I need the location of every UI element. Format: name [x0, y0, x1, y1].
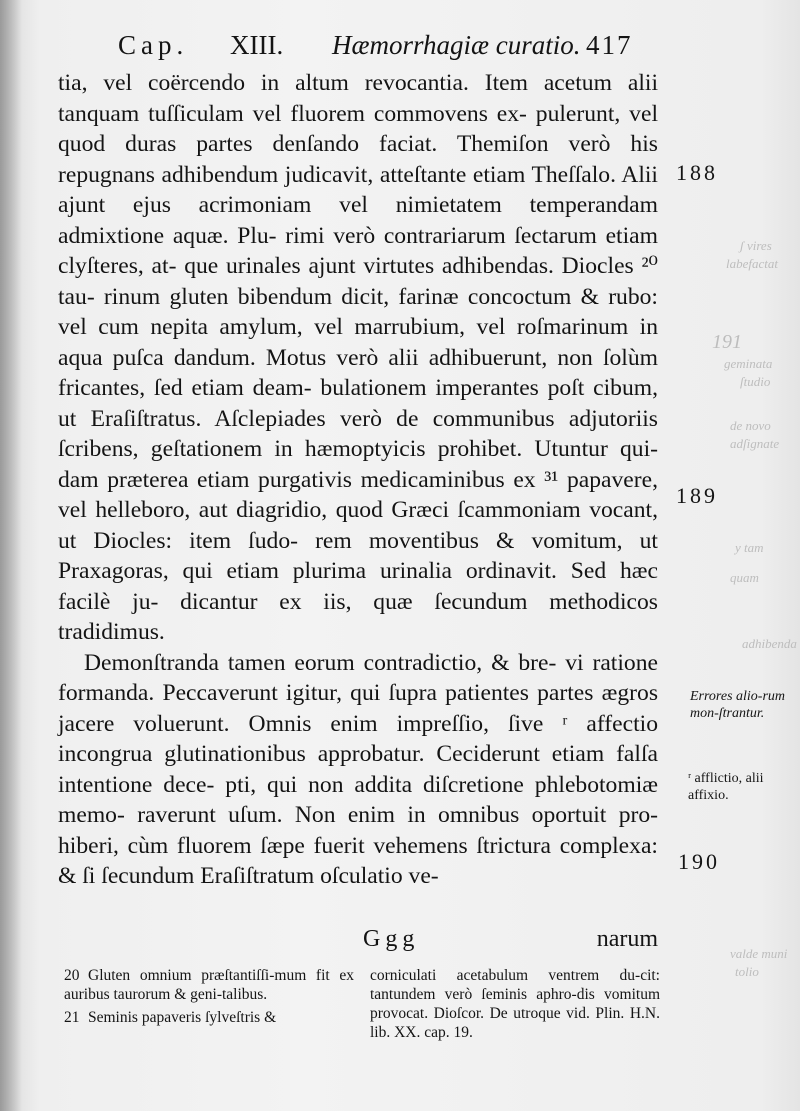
text-line: bulationem imperantes poſt cibum, ut Eraſiſtratus. — [58, 375, 658, 432]
text-line: patientes partes ægros jacere voluerunt. Omnis enim — [58, 680, 658, 737]
running-head-chapter: XIII. — [230, 30, 284, 60]
text-line: rem moventibus & vomitum, ut Praxagoras, qui — [58, 527, 658, 584]
text-line: vi ratione formanda. Peccaverunt igitur, qui ſupra — [58, 649, 658, 706]
footnote-continuation — [370, 966, 660, 1042]
signature-line — [58, 926, 658, 958]
text-line: complexa: & ſi ſecundum Eraſiſtratum oſculatio ve- — [58, 832, 658, 889]
text-line: etiam plurima urinalia ordinavit. Sed hæc facilè ju- — [58, 558, 658, 615]
text-line: que urinales ajunt virtutes adhibendas. Diocles ²⁰ tau- — [58, 253, 658, 310]
text-line: Græci ſcammoniam vocant, ut Diocles: item ſudo- — [58, 497, 658, 554]
running-head-cap: Cap. — [118, 30, 189, 60]
margin-section-189: 189 — [676, 483, 718, 508]
text-line: rimi verò contrariarum ſectarum etiam clyſteres, at- — [58, 222, 658, 279]
footnote-text: Gluten omnium præſtantiſſi-mum fit ex auribus taurorum & geni-talibus. — [64, 967, 354, 1003]
bleed-through-11: valde muni — [730, 946, 788, 961]
main-text — [58, 68, 658, 892]
text-line: adhibuerunt, non ſolùm fricantes, ſed etiam deam- — [58, 344, 658, 401]
text-line: Themiſon verò his repugnans adhibendum judicavit, — [58, 131, 658, 188]
text-line: roſmarinum in aqua puſca dandum. Motus verò alii — [58, 314, 658, 371]
bleed-through-5: ſtudio — [740, 374, 771, 389]
margin-note-variant: ʳ afflictio, alii affixio. — [688, 771, 764, 803]
text-line: dicantur ex iis, quæ ſecundum methodicos tradidimus. — [58, 588, 658, 645]
bleed-through-10: adhibenda — [742, 636, 797, 651]
footnote-number: 20 — [64, 967, 80, 984]
margin-section-190: 190 — [678, 849, 720, 874]
text-line: rinum gluten bibendum dicit, farinæ concoctum & — [103, 283, 599, 310]
bleed-through-3: 191 — [712, 331, 742, 353]
text-line: ³¹ papavere, vel helleboro, aut diagridio, quod — [58, 466, 658, 523]
bleed-through-4: geminata — [724, 356, 773, 371]
margin-note-errores: Errores alio-rum mon-ſtrantur. — [690, 689, 786, 721]
footnote-text: Seminis papaveris ſylveſtris & — [88, 1009, 277, 1026]
margin-section-188: 188 — [676, 160, 718, 185]
text-line: atteſtante etiam Theſſalo. Alii ajunt ejus acrimoniam — [58, 161, 658, 218]
text-line: approbatur. Ceciderunt etiam falſa intentione dece- — [58, 741, 658, 798]
bleed-through-8: y tam — [735, 540, 764, 555]
footnote-20 — [64, 966, 354, 1004]
gutter-shadow — [0, 0, 22, 1111]
text-line: tia, vel coërcendo in altum revocantia. Item acetum — [58, 70, 612, 96]
text-line: rubo: vel cum nepita amylum, vel marrubium, vel — [58, 283, 658, 340]
signature-mark: Ggg — [363, 926, 420, 952]
text-line: impreſſio, ſive ʳ affectio incongrua glutinationibus — [58, 710, 658, 767]
bleed-through-2: labefactat — [726, 256, 778, 271]
text-line: vel nimietatem temperandam admixtione aquæ. Plu- — [58, 192, 658, 249]
footnotes-left-column — [64, 966, 354, 1031]
text-line: pti, qui non addita diſcretione phlebotomiæ memo- — [58, 771, 658, 828]
paragraph-2 — [58, 648, 658, 892]
text-line: raverunt uſum. Non enim in omnibus oportuit pro- — [137, 802, 658, 828]
catchword: narum — [596, 926, 658, 952]
footnote-21 — [64, 1008, 354, 1027]
text-line: Aſclepiades verò de communibus adjutoriis ſcribens, — [58, 405, 658, 462]
text-line: dam præterea etiam purgativis medicaminibus ex — [58, 466, 536, 493]
bleed-through-6: de novo — [730, 418, 771, 433]
running-head-title: Hæmorrhagiæ curatio. — [332, 30, 581, 60]
footnote-text: corniculati acetabulum ventrem du-cit: tantundem verò ſeminis aphro-dis vomitum provocat. Dioſcor. De utroque vid. Plin. H.N. lib. XX. cap. 19. — [370, 967, 660, 1041]
text-line: geſtationem in hæmoptyicis prohibet. Utuntur qui- — [150, 436, 659, 462]
bleed-through-7: adſignate — [730, 436, 780, 451]
bleed-through-9: quam — [730, 570, 759, 585]
text-line: pulerunt, vel quod duras partes denſando faciat. — [58, 100, 658, 157]
bleed-through-1: ʃ vires — [740, 238, 772, 253]
text-line: hiberi, cùm fluorem ſæpe fuerit vehemens ſtrictura — [58, 832, 552, 859]
page-number: 417 — [586, 30, 633, 60]
paragraph-1 — [58, 68, 658, 648]
text-line: alii tanquam tuſſiculam vel fluorem commovens ex- — [58, 70, 658, 127]
footnotes-right-column — [370, 966, 660, 1046]
bleed-through-12: tolio — [735, 964, 759, 979]
running-head — [118, 30, 658, 66]
text-line: Demonſtranda tamen eorum contradictio, & bre- — [84, 649, 557, 676]
footnote-number: 21 — [64, 1009, 80, 1026]
